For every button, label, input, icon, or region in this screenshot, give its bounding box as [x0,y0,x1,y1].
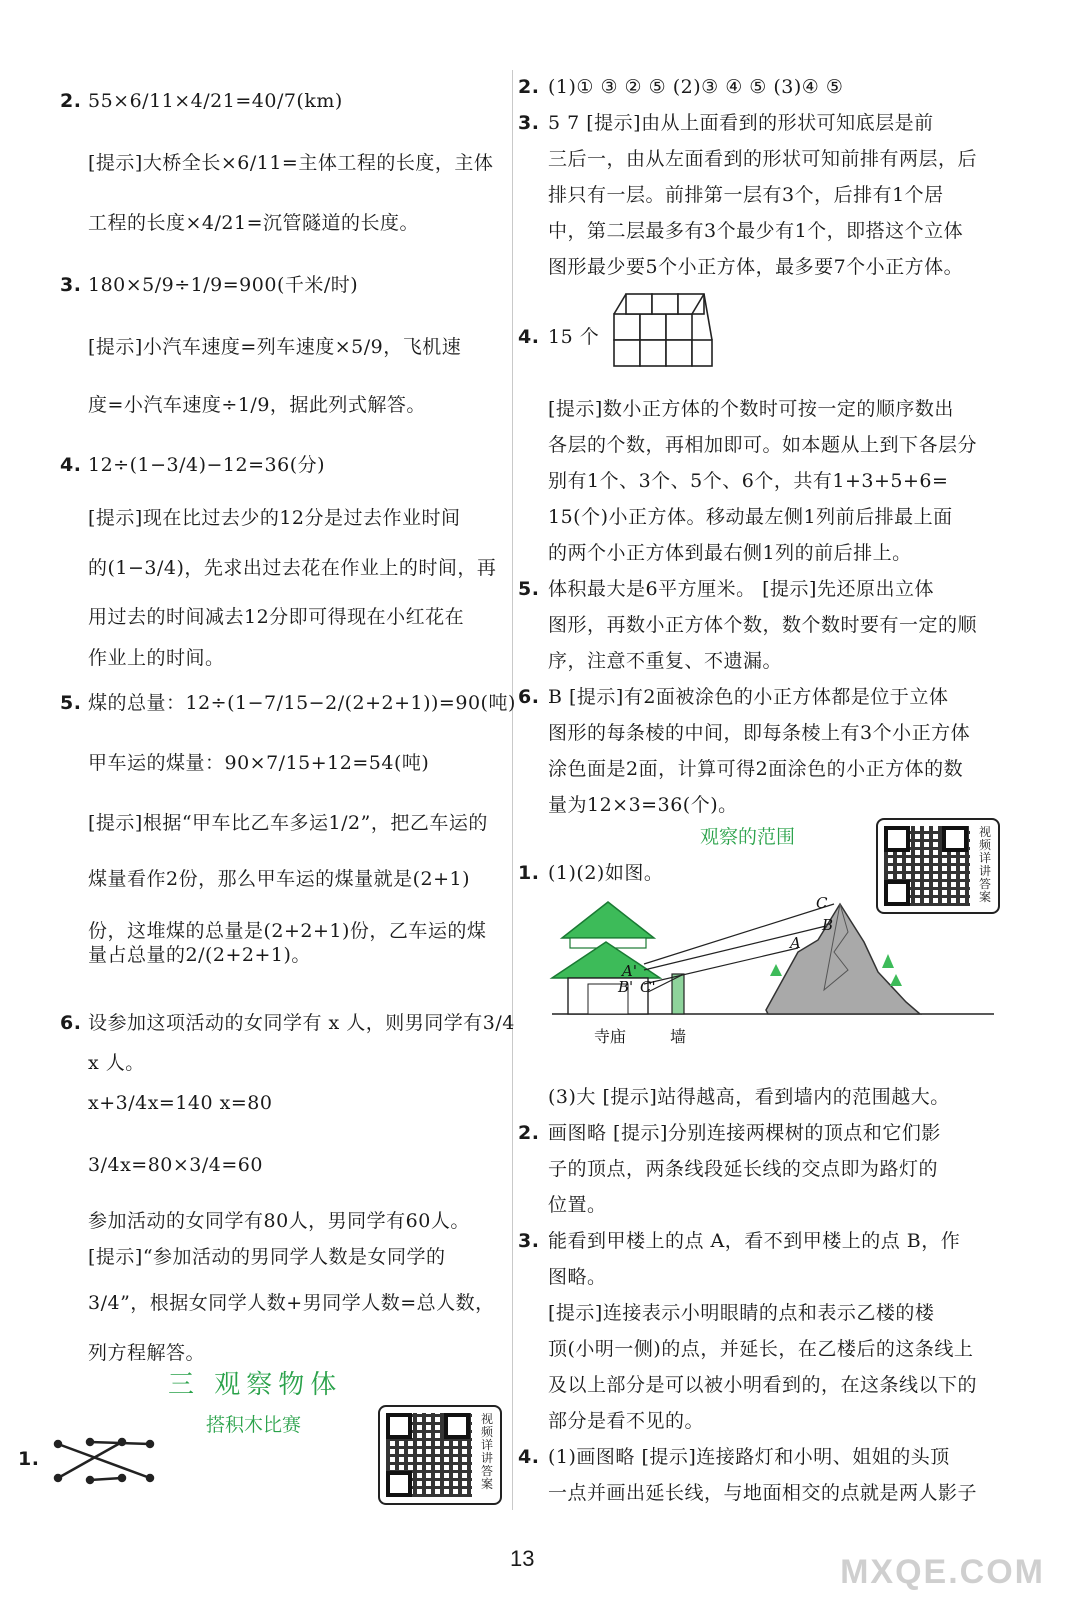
answer-line: (1)① ③ ② ⑤ (2)③ ④ ⑤ (3)④ ⑤ [548,76,844,98]
answer-line: 三后一，由从左面看到的形状可知前排有两层，后 [548,148,978,170]
question-number: 3. [518,112,540,134]
answer-line: 5 7 [提示]由从上面看到的形状可知底层是前 [548,112,934,134]
answer-line: 部分是看不见的。 [548,1410,705,1432]
section-title-blocks: 搭积木比赛 [206,1414,302,1436]
unit-title: 三 观察物体 [168,1370,343,1400]
watermark: MXQE.COM [840,1553,1045,1591]
label-temple: 寺庙 [594,1027,627,1046]
answer-line: 一点并画出延长线，与地面相交的点就是两人影子 [548,1482,978,1504]
label-wall: 墙 [670,1027,687,1046]
question-number: 4. [518,326,540,348]
question-number: 1. [518,862,540,884]
question-number: 6. [518,686,540,708]
answer-line: 量占总量的2/(2+2+1)。 [88,944,311,966]
answer-line: 能看到甲楼上的点 A，看不到甲楼上的点 B，作 [548,1230,961,1252]
label-b-prime: B' [618,978,634,996]
answer-line: 煤的总量：12÷(1−7/15−2/(2+2+1))=90(吨) [88,692,516,714]
column-divider [512,70,513,1510]
label-c-prime: C' [640,978,656,996]
answer-line: [提示]大桥全长×6/11=主体工程的长度，主体 [88,152,494,174]
answer-line: 图形最少要5个小正方体，最多要7个小正方体。 [548,256,964,278]
answer-line: (3)大 [提示]站得越高，看到墙内的范围越大。 [548,1086,950,1108]
answer-line: 12÷(1−3/4)−12=36(分) [88,454,326,476]
answer-line: 作业上的时间。 [88,647,225,669]
label-a-prime: A' [622,962,637,980]
answer-line: 用过去的时间减去12分即可得现在小红花在 [88,606,465,628]
question-number: 3. [60,274,82,296]
question-number: 3. [518,1230,540,1252]
answer-line: [提示]数小正方体的个数时可按一定的顺序数出 [548,398,954,420]
answer-line: 3/4”，根据女同学人数+男同学人数=总人数， [88,1292,495,1314]
question-number: 5. [518,578,540,600]
answer-line: [提示]连接表示小明眼睛的点和表示乙楼的楼 [548,1302,935,1324]
answer-line: 涂色面是2面，计算可得2面涂色的小正方体的数 [548,758,964,780]
match-line [58,1444,150,1478]
answer-line: 3/4x=80×3/4=60 [88,1154,263,1176]
answer-line: 15(个)小正方体。移动最左侧1列前后排最上面 [548,506,953,528]
answer-line: 的(1−3/4)，先求出过去花在作业上的时间，再 [88,557,497,579]
answer-line: [提示]根据“甲车比乙车多运1/2”，把乙车运的 [88,812,488,834]
answer-line: [提示]现在比过去少的12分是过去作业时间 [88,507,461,529]
answer-line: 15 个 [548,326,600,348]
answer-line: 煤量看作2份，那么甲车运的煤量就是(2+1) [88,868,471,890]
matching-lines-figure [50,1430,160,1490]
temple-mountain-figure [548,892,998,1052]
question-number: 4. [518,1446,540,1468]
answer-line: B [提示]有2面被涂色的小正方体都是位于立体 [548,686,949,708]
answer-line: 图略。 [548,1266,607,1288]
label-a: A [790,934,801,952]
question-number: 2. [60,90,82,112]
question-number: 2. [518,1122,540,1144]
answer-line: [提示]小汽车速度=列车速度×5/9，飞机速 [88,336,462,358]
answer-line: 列方程解答。 [88,1342,206,1364]
answer-line: 体积最大是6平方厘米。 [提示]先还原出立体 [548,578,934,600]
answer-line: 图形，再数小正方体个数，数个数时要有一定的顺 [548,614,978,636]
match-line [90,1478,122,1480]
answer-line: 设参加这项活动的女同学有 x 人，则男同学有3/4 [88,1012,515,1034]
answer-line: 甲车运的煤量：90×7/15+12=54(吨) [88,752,430,774]
answer-line: 工程的长度×4/21=沉管隧道的长度。 [88,212,420,234]
question-number: 4. [60,454,82,476]
answer-line: 度=小汽车速度÷1/9，据此列式解答。 [88,394,426,416]
answer-line: 各层的个数，再相加即可。如本题从上到下各层分 [548,434,978,456]
answer-line: 顶(小明一侧)的点，并延长，在乙楼后的这条线上 [548,1338,974,1360]
qr-label: 视频详讲答案 [480,1412,493,1491]
answer-line: 排只有一层。前排第一层有3个，后排有1个居 [548,184,944,206]
label-c: C [816,894,828,912]
question-number: 5. [60,692,82,714]
answer-line: (1)画图略 [提示]连接路灯和小明、姐姐的头顶 [548,1446,950,1468]
question-1-label: 1. [18,1448,40,1470]
label-b: B [822,916,834,934]
answer-line: x+3/4x=140 x=80 [88,1092,273,1114]
answer-line: [提示]“参加活动的男同学人数是女同学的 [88,1246,446,1268]
answer-line: 序，注意不重复、不遗漏。 [548,650,783,672]
question-number: 6. [60,1012,82,1034]
cube-stack-figure [612,288,716,374]
answer-line: 55×6/11×4/21=40/7(km) [88,90,343,112]
answer-line: x 人。 [88,1052,145,1074]
answer-line: 中，第二层最多有3个最少有1个，即搭这个立体 [548,220,964,242]
answer-line: 位置。 [548,1194,607,1216]
qr-label: 视频详讲答案 [978,825,991,904]
section-title-range: 观察的范围 [700,826,796,848]
answer-line: 量为12×3=36(个)。 [548,794,738,816]
answer-line: 180×5/9÷1/9=900(千米/时) [88,274,359,296]
answer-line: 画图略 [提示]分别连接两棵树的顶点和它们影 [548,1122,941,1144]
answer-line: 图形的每条棱的中间，即每条棱上有3个小正方体 [548,722,971,744]
page-number: 13 [510,1546,535,1571]
answer-line: 及以上部分是可以被小明看到的，在这条线以下的 [548,1374,978,1396]
answer-line: 份，这堆煤的总量是(2+2+1)份，乙车运的煤 [88,920,487,942]
qr-code-left[interactable] [378,1405,502,1505]
answer-line: 别有1个、3个、5个、6个，共有1+3+5+6= [548,470,949,492]
answer-line: (1)(2)如图。 [548,862,664,884]
answer-line: 参加活动的女同学有80人，男同学有60人。 [88,1210,470,1232]
answer-line: 子的顶点，两条线段延长线的交点即为路灯的 [548,1158,939,1180]
answer-line: 的两个小正方体到最右侧1列的前后排上。 [548,542,912,564]
question-number: 2. [518,76,540,98]
